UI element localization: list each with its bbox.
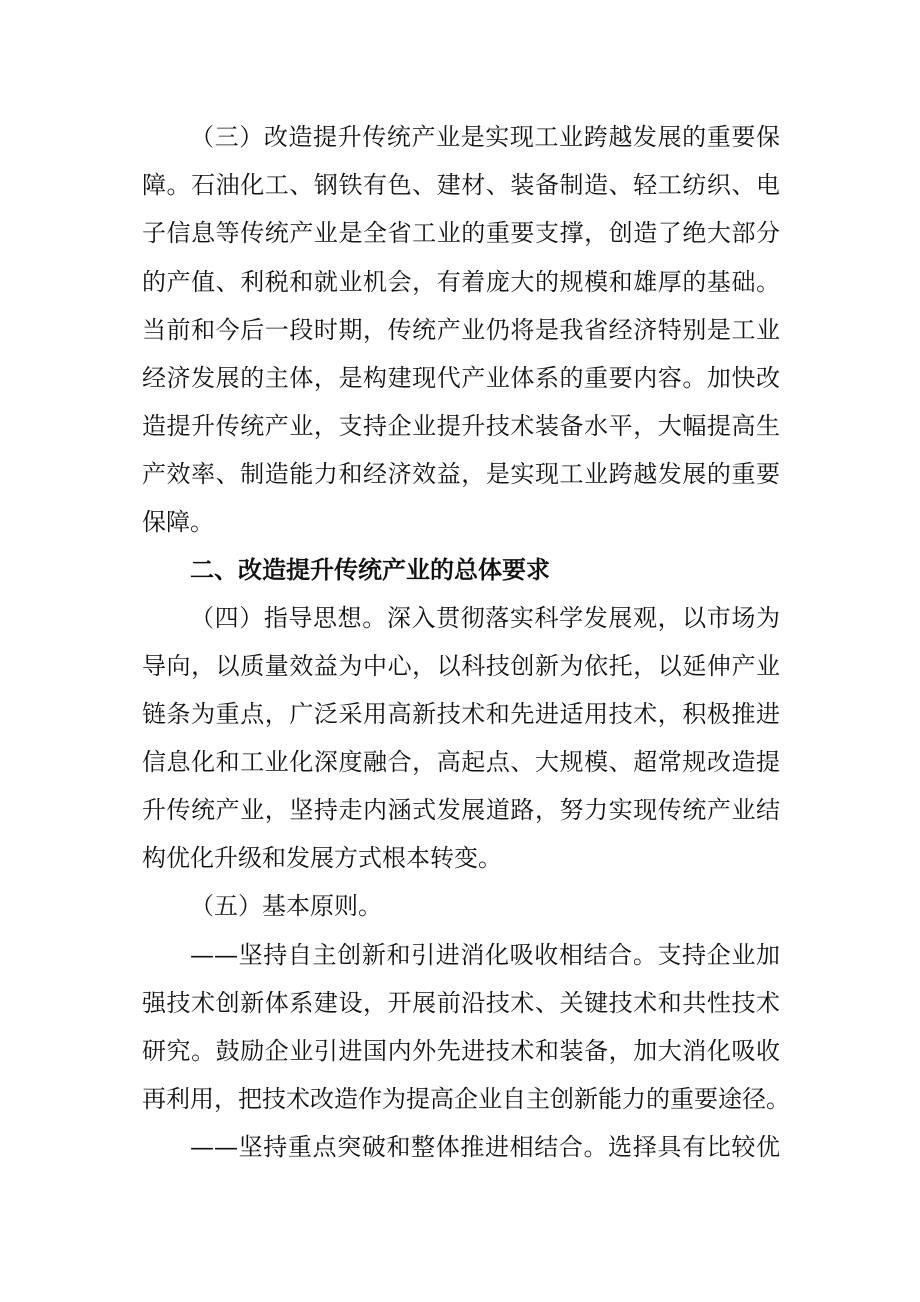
section-2-heading: 二、改造提升传统产业的总体要求: [190, 556, 550, 584]
paragraph-5-line-1: （五）基本原则。: [190, 892, 382, 920]
paragraph-3-line-5: 当前和今后一段时期，传统产业仍将是我省经济特别是工业: [142, 316, 780, 344]
paragraph-4-line-6: 构优化升级和发展方式根本转变。: [142, 844, 502, 872]
paragraph-3-line-1: （三）改造提升传统产业是实现工业跨越发展的重要保: [190, 123, 780, 151]
paragraph-3-line-9: 保障。: [142, 508, 214, 536]
paragraph-3-line-4: 的产值、利税和就业机会，有着庞大的规模和雄厚的基础。: [142, 268, 780, 296]
paragraph-6-line-4: 再利用，把技术改造作为提高企业自主创新能力的重要途径。: [142, 1085, 790, 1113]
paragraph-3-line-3: 子信息等传统产业是全省工业的重要支撑，创造了绝大部分: [142, 219, 780, 247]
paragraph-7-line-1: ——坚持重点突破和整体推进相结合。选择具有比较优: [190, 1133, 780, 1161]
paragraph-4-line-5: 升传统产业，坚持走内涵式发展道路，努力实现传统产业结: [142, 796, 780, 824]
paragraph-4-line-4: 信息化和工业化深度融合，高起点、大规模、超常规改造提: [142, 748, 780, 776]
paragraph-3-line-6: 经济发展的主体，是构建现代产业体系的重要内容。加快改: [142, 364, 780, 392]
paragraph-4-line-3: 链条为重点，广泛采用高新技术和先进适用技术，积极推进: [142, 700, 780, 728]
paragraph-6-line-1: ——坚持自主创新和引进消化吸收相结合。支持企业加: [190, 941, 780, 969]
paragraph-3-line-8: 产效率、制造能力和经济效益，是实现工业跨越发展的重要: [142, 460, 780, 488]
paragraph-6-line-3: 研究。鼓励企业引进国内外先进技术和装备，加大消化吸收: [142, 1037, 780, 1065]
paragraph-6-line-2: 强技术创新体系建设，开展前沿技术、关键技术和共性技术: [142, 989, 780, 1017]
paragraph-4-line-2: 导向，以质量效益为中心，以科技创新为依托，以延伸产业: [142, 652, 780, 680]
paragraph-4-line-1: （四）指导思想。深入贯彻落实科学发展观，以市场为: [190, 604, 780, 632]
paragraph-3-line-7: 造提升传统产业，支持企业提升技术装备水平，大幅提高生: [142, 412, 780, 440]
paragraph-3-line-2: 障。石油化工、钢铁有色、建材、装备制造、轻工纺织、电: [142, 171, 780, 199]
